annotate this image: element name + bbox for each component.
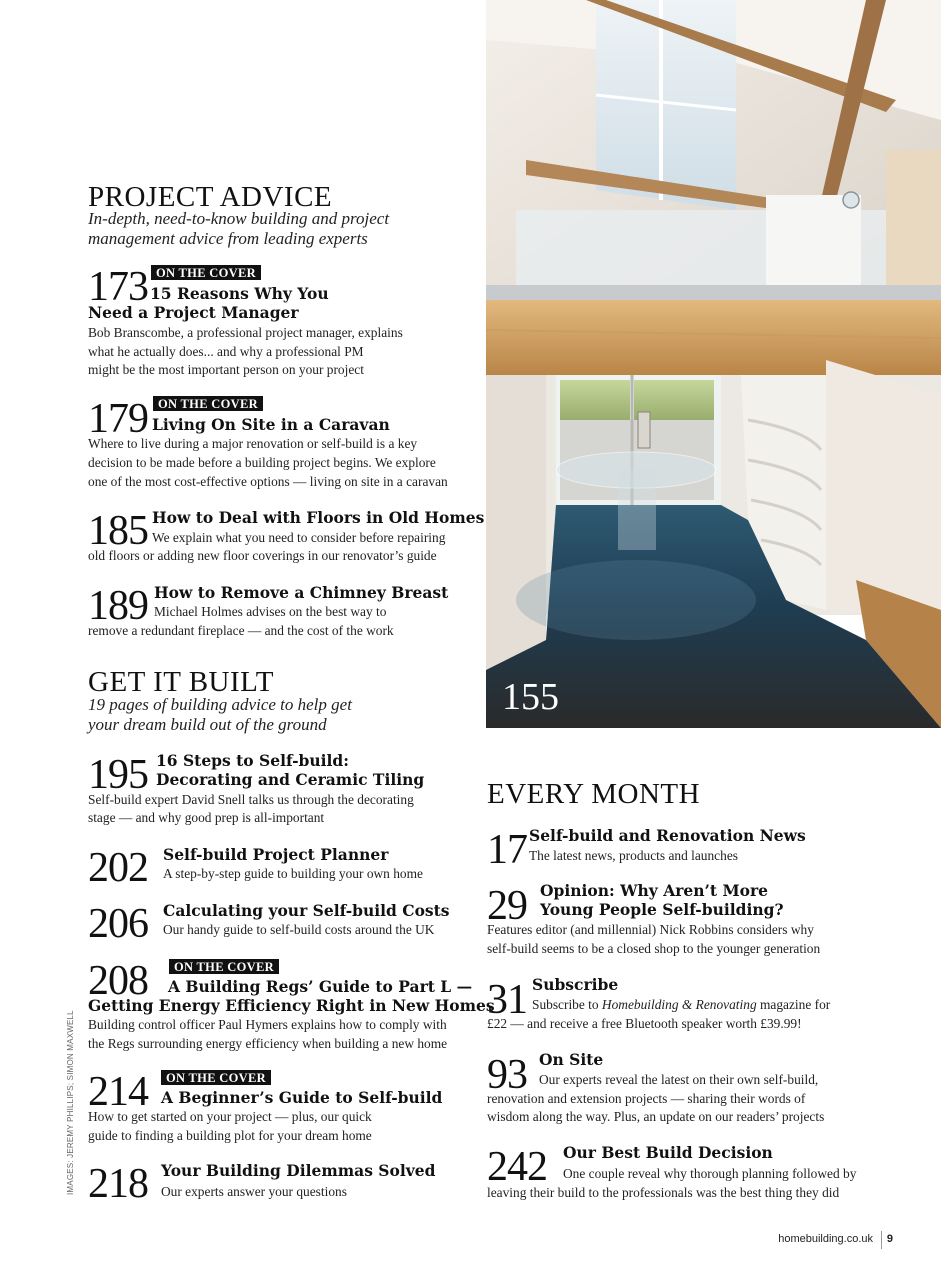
article-entry-195[interactable]: 195 16 Steps to Self-build: Decorating and Ceramic Tiling Self-build expert David Snell talks us through the decorating stage — and why good prep is all-important <box>88 751 425 825</box>
article-title-line-2: Young People Self-building? <box>540 900 784 919</box>
article-title: Self-build Project Planner <box>163 845 389 864</box>
article-title: Subscribe <box>532 975 619 994</box>
article-description: Features editor (and millennial) Nick Robbins considers why <box>487 922 814 937</box>
footer-divider <box>881 1231 882 1249</box>
article-description: Our experts answer your questions <box>161 1184 347 1199</box>
article-description: Our handy guide to self-build costs around the UK <box>163 922 435 937</box>
article-entry-185[interactable]: 185 How to Deal with Floors in Old Homes We explain what you need to consider before repairing old floors or adding new floor coverings in our renovator’s guide <box>88 508 485 563</box>
section-heading-project-advice: PROJECT ADVICE <box>88 181 333 213</box>
article-entry-189[interactable]: 189 How to Remove a Chimney Breast Michael Holmes advises on the best way to remove a redundant fireplace — and the cost of the work <box>88 583 449 638</box>
article-entry-173[interactable]: 173 ON THE COVER 15 Reasons Why You Need a Project Manager Bob Branscombe, a professional project manager, explains what he actually does... and why a professional PM might be the most important person on your project <box>88 264 403 377</box>
page-number: 173 <box>88 264 148 310</box>
page-footer <box>760 1233 910 1249</box>
interior-photo <box>486 0 941 728</box>
article-title: Opinion: Why Aren’t More <box>540 881 768 900</box>
article-entry-31[interactable]: 31 Subscribe Subscribe to Homebuilding & Renovating magazine for £22 — and receive a free Bluetooth speaker worth £39.99! <box>487 975 831 1031</box>
article-entry-218[interactable] <box>88 1160 478 1207</box>
article-title: Our Best Build Decision <box>563 1143 773 1162</box>
article-title: A Building Regs’ Guide to Part L — <box>168 977 473 996</box>
section-subtitle-project-advice: In-depth, need-to-know building and project management advice from leading experts <box>88 209 390 248</box>
article-title: 15 Reasons Why You <box>150 284 329 303</box>
page-number: 214 <box>88 1069 148 1115</box>
article-title-line-2: Getting Energy Efficiency Right in New Homes <box>88 996 495 1015</box>
on-the-cover-badge: ON THE COVER <box>151 265 261 280</box>
article-description: Self-build expert David Snell talks us through the decorating <box>88 792 414 807</box>
article-title: 16 Steps to Self-build: <box>156 751 349 770</box>
photo-page-reference[interactable]: 155 <box>502 676 559 718</box>
article-description: How to get started on your project — plus, our quick <box>88 1109 372 1124</box>
article-entry-202[interactable] <box>88 844 478 891</box>
page-number: 189 <box>88 583 148 629</box>
page-number: 185 <box>88 508 148 554</box>
section-heading-get-it-built: GET IT BUILT <box>88 666 274 698</box>
article-description: Building control officer Paul Hymers explains how to comply with <box>88 1017 447 1032</box>
article-entry-242[interactable]: 242 Our Best Build Decision One couple reveal why thorough planning followed by leaving their build to the professionals was the best thing they did <box>487 1143 857 1200</box>
page-number: 17 <box>487 827 527 873</box>
article-description: One couple reveal why thorough planning followed by <box>563 1166 857 1181</box>
article-description: We explain what you need to consider before repairing <box>152 530 446 545</box>
article-title: On Site <box>539 1050 604 1069</box>
page-number: 31 <box>487 977 527 1023</box>
section-subtitle-get-it-built: 19 pages of building advice to help get your dream build out of the ground <box>88 695 352 734</box>
article-entry-179[interactable]: 179 ON THE COVER Living On Site in a Caravan Where to live during a major renovation or self-build is a key decision to be made before a building project begins. We explore one of the most cost-effective options — living on site in a caravan <box>88 396 448 489</box>
article-title: How to Deal with Floors in Old Homes <box>152 508 485 527</box>
page-number: 202 <box>88 845 148 891</box>
article-description: Where to live during a major renovation or self-build is a key <box>88 436 418 451</box>
page-number: 208 <box>88 958 148 1004</box>
article-entry-206[interactable] <box>88 900 478 947</box>
page-number: 29 <box>487 883 527 929</box>
folio-page-number: 9 <box>886 1233 893 1245</box>
image-credit: IMAGES: JEREMY PHILLIPS; SIMON MAXWELL <box>66 1010 75 1195</box>
article-title: Self-build and Renovation News <box>529 826 806 845</box>
article-title-line-2: Need a Project Manager <box>88 303 299 322</box>
article-entry-214[interactable]: 214 ON THE COVER A Beginner’s Guide to Self-build How to get started on your project — plus, our quick guide to finding a building plot for your dream home <box>88 1069 443 1143</box>
article-description: Michael Holmes advises on the best way to <box>154 604 387 619</box>
article-entry-29[interactable]: 29 Opinion: Why Aren’t More Young People Self-building? Features editor (and millennial) Nick Robbins considers why self-build seems to be a closed shop to the younger generation <box>487 881 821 956</box>
article-description: Our experts reveal the latest on their own self-build, <box>539 1072 819 1087</box>
section-heading-every-month: EVERY MONTH <box>487 778 701 810</box>
page-number: 242 <box>487 1144 547 1190</box>
page-number: 218 <box>88 1161 148 1207</box>
page-number: 93 <box>487 1052 527 1098</box>
article-title: How to Remove a Chimney Breast <box>154 583 449 602</box>
article-title: Your Building Dilemmas Solved <box>161 1161 436 1180</box>
website-link[interactable]: homebuilding.co.uk <box>778 1233 873 1245</box>
article-title-line-2: Decorating and Ceramic Tiling <box>156 770 425 789</box>
page-number: 179 <box>88 396 148 442</box>
article-entry-17[interactable] <box>487 826 907 873</box>
on-the-cover-badge: ON THE COVER <box>153 396 263 411</box>
article-description: A step-by-step guide to building your own home <box>163 866 423 881</box>
article-entry-208[interactable]: 208 ON THE COVER A Building Regs’ Guide to Part L — Getting Energy Efficiency Right in New Homes Building control officer Paul Hymers explains how to comply with the Regs surrounding energy efficiency when building a new home <box>88 958 495 1051</box>
on-the-cover-badge: ON THE COVER <box>169 959 279 974</box>
article-description: Bob Branscombe, a professional project manager, explains <box>88 325 403 340</box>
article-description: Subscribe to Homebuilding & Renovating magazine for <box>532 997 831 1012</box>
page-number: 206 <box>88 901 148 947</box>
article-title: Living On Site in a Caravan <box>152 415 390 434</box>
article-description: The latest news, products and launches <box>529 848 738 863</box>
page-number: 195 <box>88 752 148 798</box>
article-entry-93[interactable]: 93 On Site Our experts reveal the latest on their own self-build, renovation and extension projects — sharing their words of wisdom along the way. Plus, an update on our readers’ projects <box>487 1050 825 1124</box>
article-title: Calculating your Self-build Costs <box>163 901 450 920</box>
article-title: A Beginner’s Guide to Self-build <box>161 1088 443 1107</box>
on-the-cover-badge: ON THE COVER <box>161 1070 271 1085</box>
